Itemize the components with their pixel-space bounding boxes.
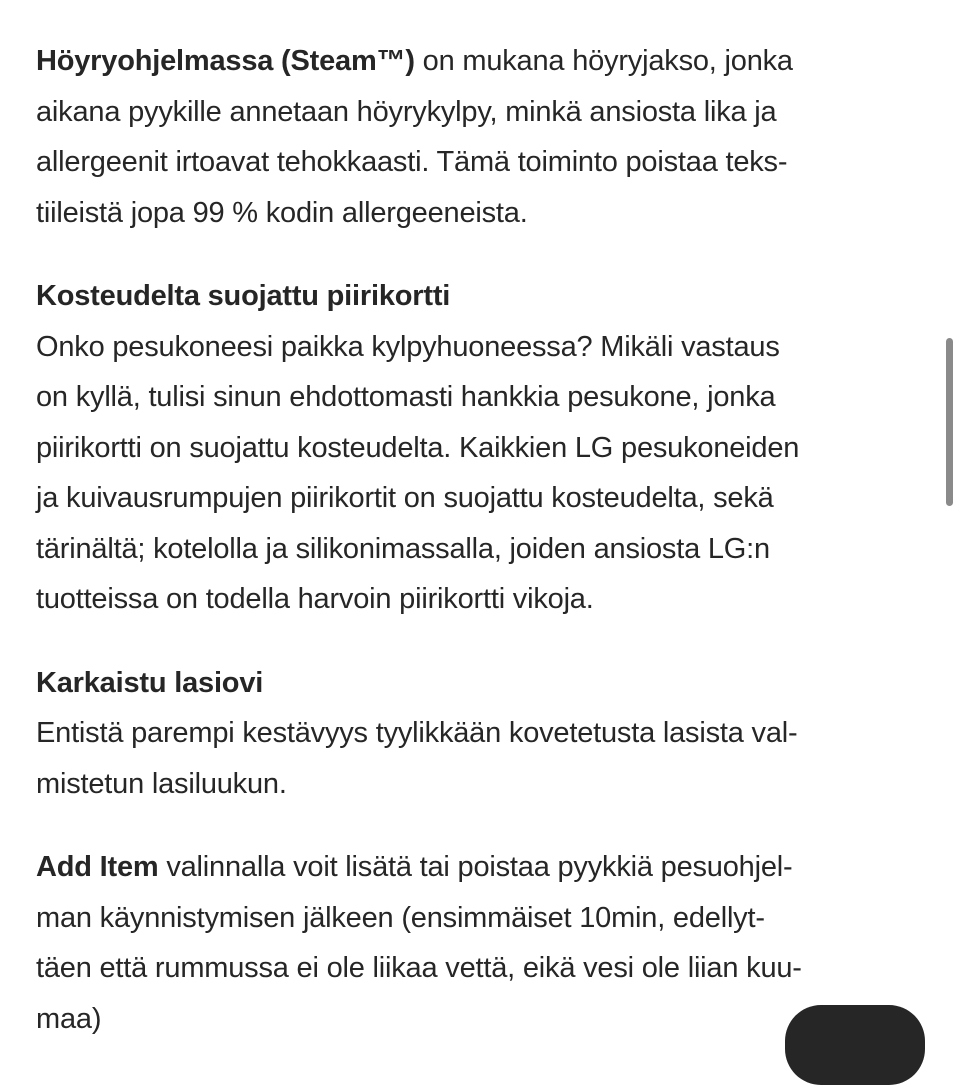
- paragraph-line: tuotteissa on todella harvoin piirikortti vikoja.: [36, 583, 594, 615]
- article-content: [36, 36, 936, 1077]
- paragraph-line: ja kuivausrumpujen piirikortit on suojattu kosteudelta, sekä: [36, 482, 774, 514]
- paragraph-line: [36, 36, 936, 87]
- section-moisture-protected-board: [36, 271, 936, 625]
- paragraph-line: täen että rummussa ei ole liikaa vettä, eikä vesi ole liian kuu-: [36, 952, 802, 984]
- text-line: valinnalla voit lisätä tai poistaa pyykkiä pesuohjel-: [158, 851, 793, 883]
- paragraph-line: on kyllä, tulisi sinun ehdottomasti hankkia pesukone, jonka: [36, 381, 776, 413]
- paragraph-line: tiileistä jopa 99 % kodin allergeeneista.: [36, 196, 528, 229]
- text-line: on mukana höyryjakso, jonka: [414, 45, 793, 77]
- section-heading: Kosteudelta suojattu piirikortti: [36, 280, 451, 312]
- paragraph-line: mistetun lasiluukun.: [36, 767, 287, 800]
- paragraph-line: aikana pyykille annetaan höyrykylpy, minkä ansiosta lika ja: [36, 95, 777, 128]
- section-tempered-glass-door: [36, 658, 936, 810]
- paragraph-line: tärinältä; kotelolla ja silikonimassalla, joiden ansiosta LG:n: [36, 532, 770, 565]
- section-steam: [36, 36, 936, 238]
- paragraph-line: Onko pesukoneesi paikka kylpyhuoneessa? Mikäli vastaus: [36, 330, 780, 363]
- paragraph-line: [36, 842, 936, 893]
- floating-action-button[interactable]: [785, 1005, 925, 1085]
- paragraph-line: maa): [36, 1002, 102, 1035]
- vertical-scrollbar[interactable]: [946, 338, 953, 506]
- paragraph-line: man käynnistymisen jälkeen (ensimmäiset 10min, edellyt-: [36, 901, 765, 934]
- steam-bold-lead: Höyryohjelmassa (Steam™): [36, 45, 415, 77]
- add-item-bold-lead: Add Item: [36, 851, 159, 883]
- paragraph-line: Entistä parempi kestävyys tyylikkään kovetetusta lasista val-: [36, 717, 798, 749]
- paragraph-line: allergeenit irtoavat tehokkaasti. Tämä toiminto poistaa teks-: [36, 146, 788, 178]
- section-heading: Karkaistu lasiovi: [36, 666, 264, 699]
- paragraph-line: piirikortti on suojattu kosteudelta. Kaikkien LG pesukoneiden: [36, 431, 800, 464]
